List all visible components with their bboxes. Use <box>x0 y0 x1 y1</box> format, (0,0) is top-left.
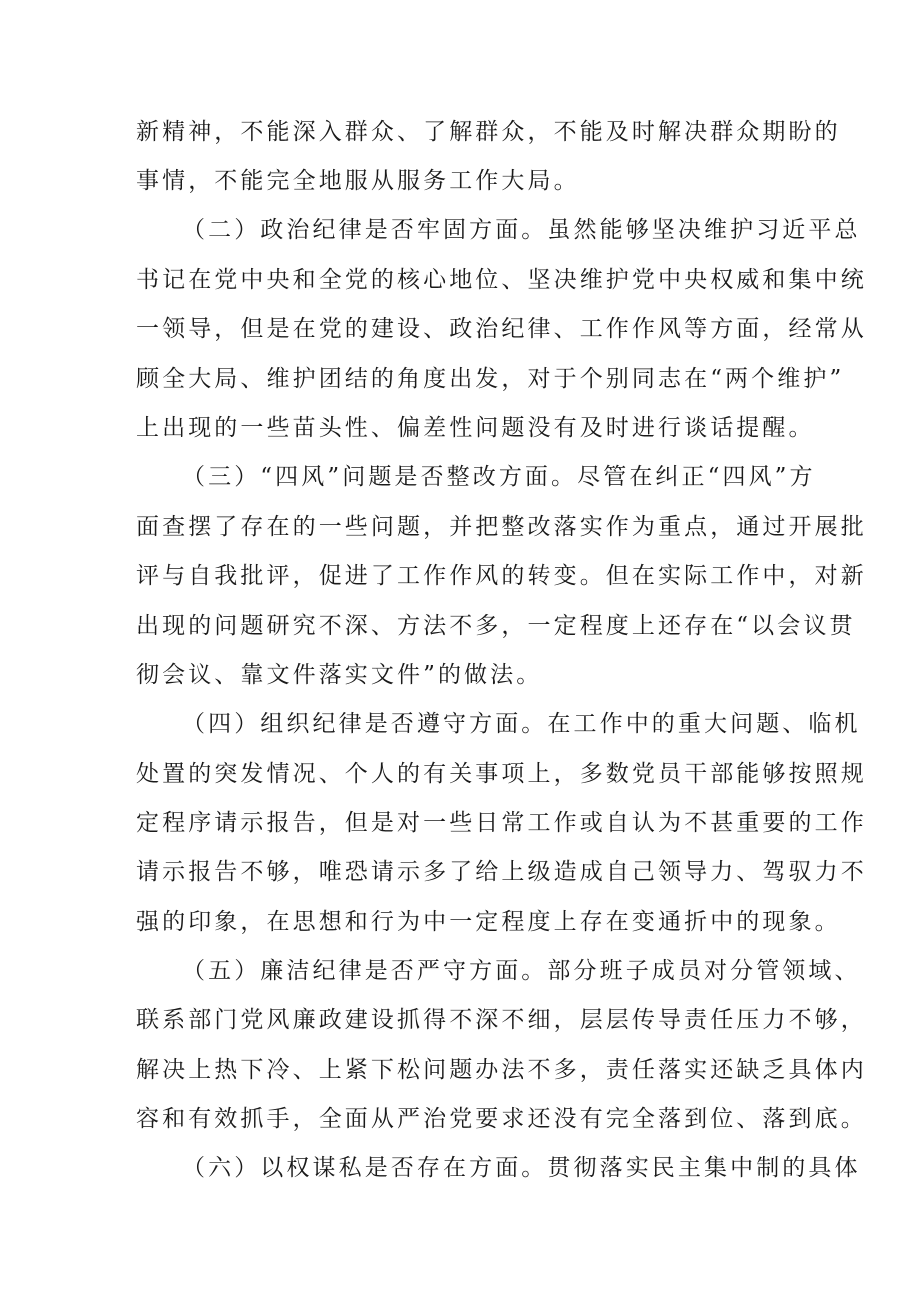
text-line: 出现的问题研究不深、方法不多，一定程度上还存在“以会议贯 <box>136 613 856 639</box>
paragraph-heading-2: （二）政治纪律是否牢固方面。虽然能够坚决维护习近平总 <box>182 217 861 243</box>
text-line: 一领导，但是在党的建设、政治纪律、工作作风等方面，经常从 <box>136 316 867 342</box>
text-line: 强的印象，在思想和行为中一定程度上存在变通折中的现象。 <box>136 909 841 935</box>
text-line: 新精神，不能深入群众、了解群众，不能及时解决群众期盼的 <box>136 119 841 145</box>
paragraph-heading-4: （四）组织纪律是否遵守方面。在工作中的重大问题、临机 <box>182 711 861 737</box>
text-line: 上出现的一些苗头性、偏差性问题没有及时进行谈话提醒。 <box>136 415 815 441</box>
text-line: 请示报告不够，唯恐请示多了给上级造成自己领导力、驾驭力不 <box>136 859 867 885</box>
text-line: 面查摆了存在的一些问题，并把整改落实作为重点，通过开展批 <box>136 514 867 540</box>
text-line: 解决上热下冷、上紧下松问题办法不多，责任落实还缺乏具体内 <box>136 1057 867 1083</box>
text-line: 书记在党中央和全党的核心地位、坚决维护党中央权威和集中统 <box>136 267 867 293</box>
text-line: 联系部门党风廉政建设抓得不深不细，层层传导责任压力不够， <box>136 1007 867 1033</box>
text-line: 容和有效抓手，全面从严治党要求还没有完全落到位、落到底。 <box>136 1106 867 1132</box>
paragraph-heading-5: （五）廉洁纪律是否严守方面。部分班子成员对分管领域、 <box>182 958 861 984</box>
paragraph-heading-3: （三）“四风”问题是否整改方面。尽管在纠正“四风”方 <box>182 464 816 490</box>
text-line: 评与自我批评，促进了工作作风的转变。但在实际工作中，对新 <box>136 563 867 589</box>
paragraph-heading-6: （六）以权谋私是否存在方面。贯彻落实民主集中制的具体 <box>182 1155 861 1181</box>
text-line: 顾全大局、维护团结的角度出发，对于个别同志在“两个维护” <box>136 366 845 392</box>
text-line: 事情，不能完全地服从服务工作大局。 <box>136 168 580 194</box>
text-line: 定程序请示报告，但是对一些日常工作或自认为不甚重要的工作 <box>136 810 867 836</box>
text-line: 彻会议、靠文件落实文件”的做法。 <box>136 662 543 688</box>
text-line: 处置的突发情况、个人的有关事项上，多数党员干部能够按照规 <box>136 761 867 787</box>
